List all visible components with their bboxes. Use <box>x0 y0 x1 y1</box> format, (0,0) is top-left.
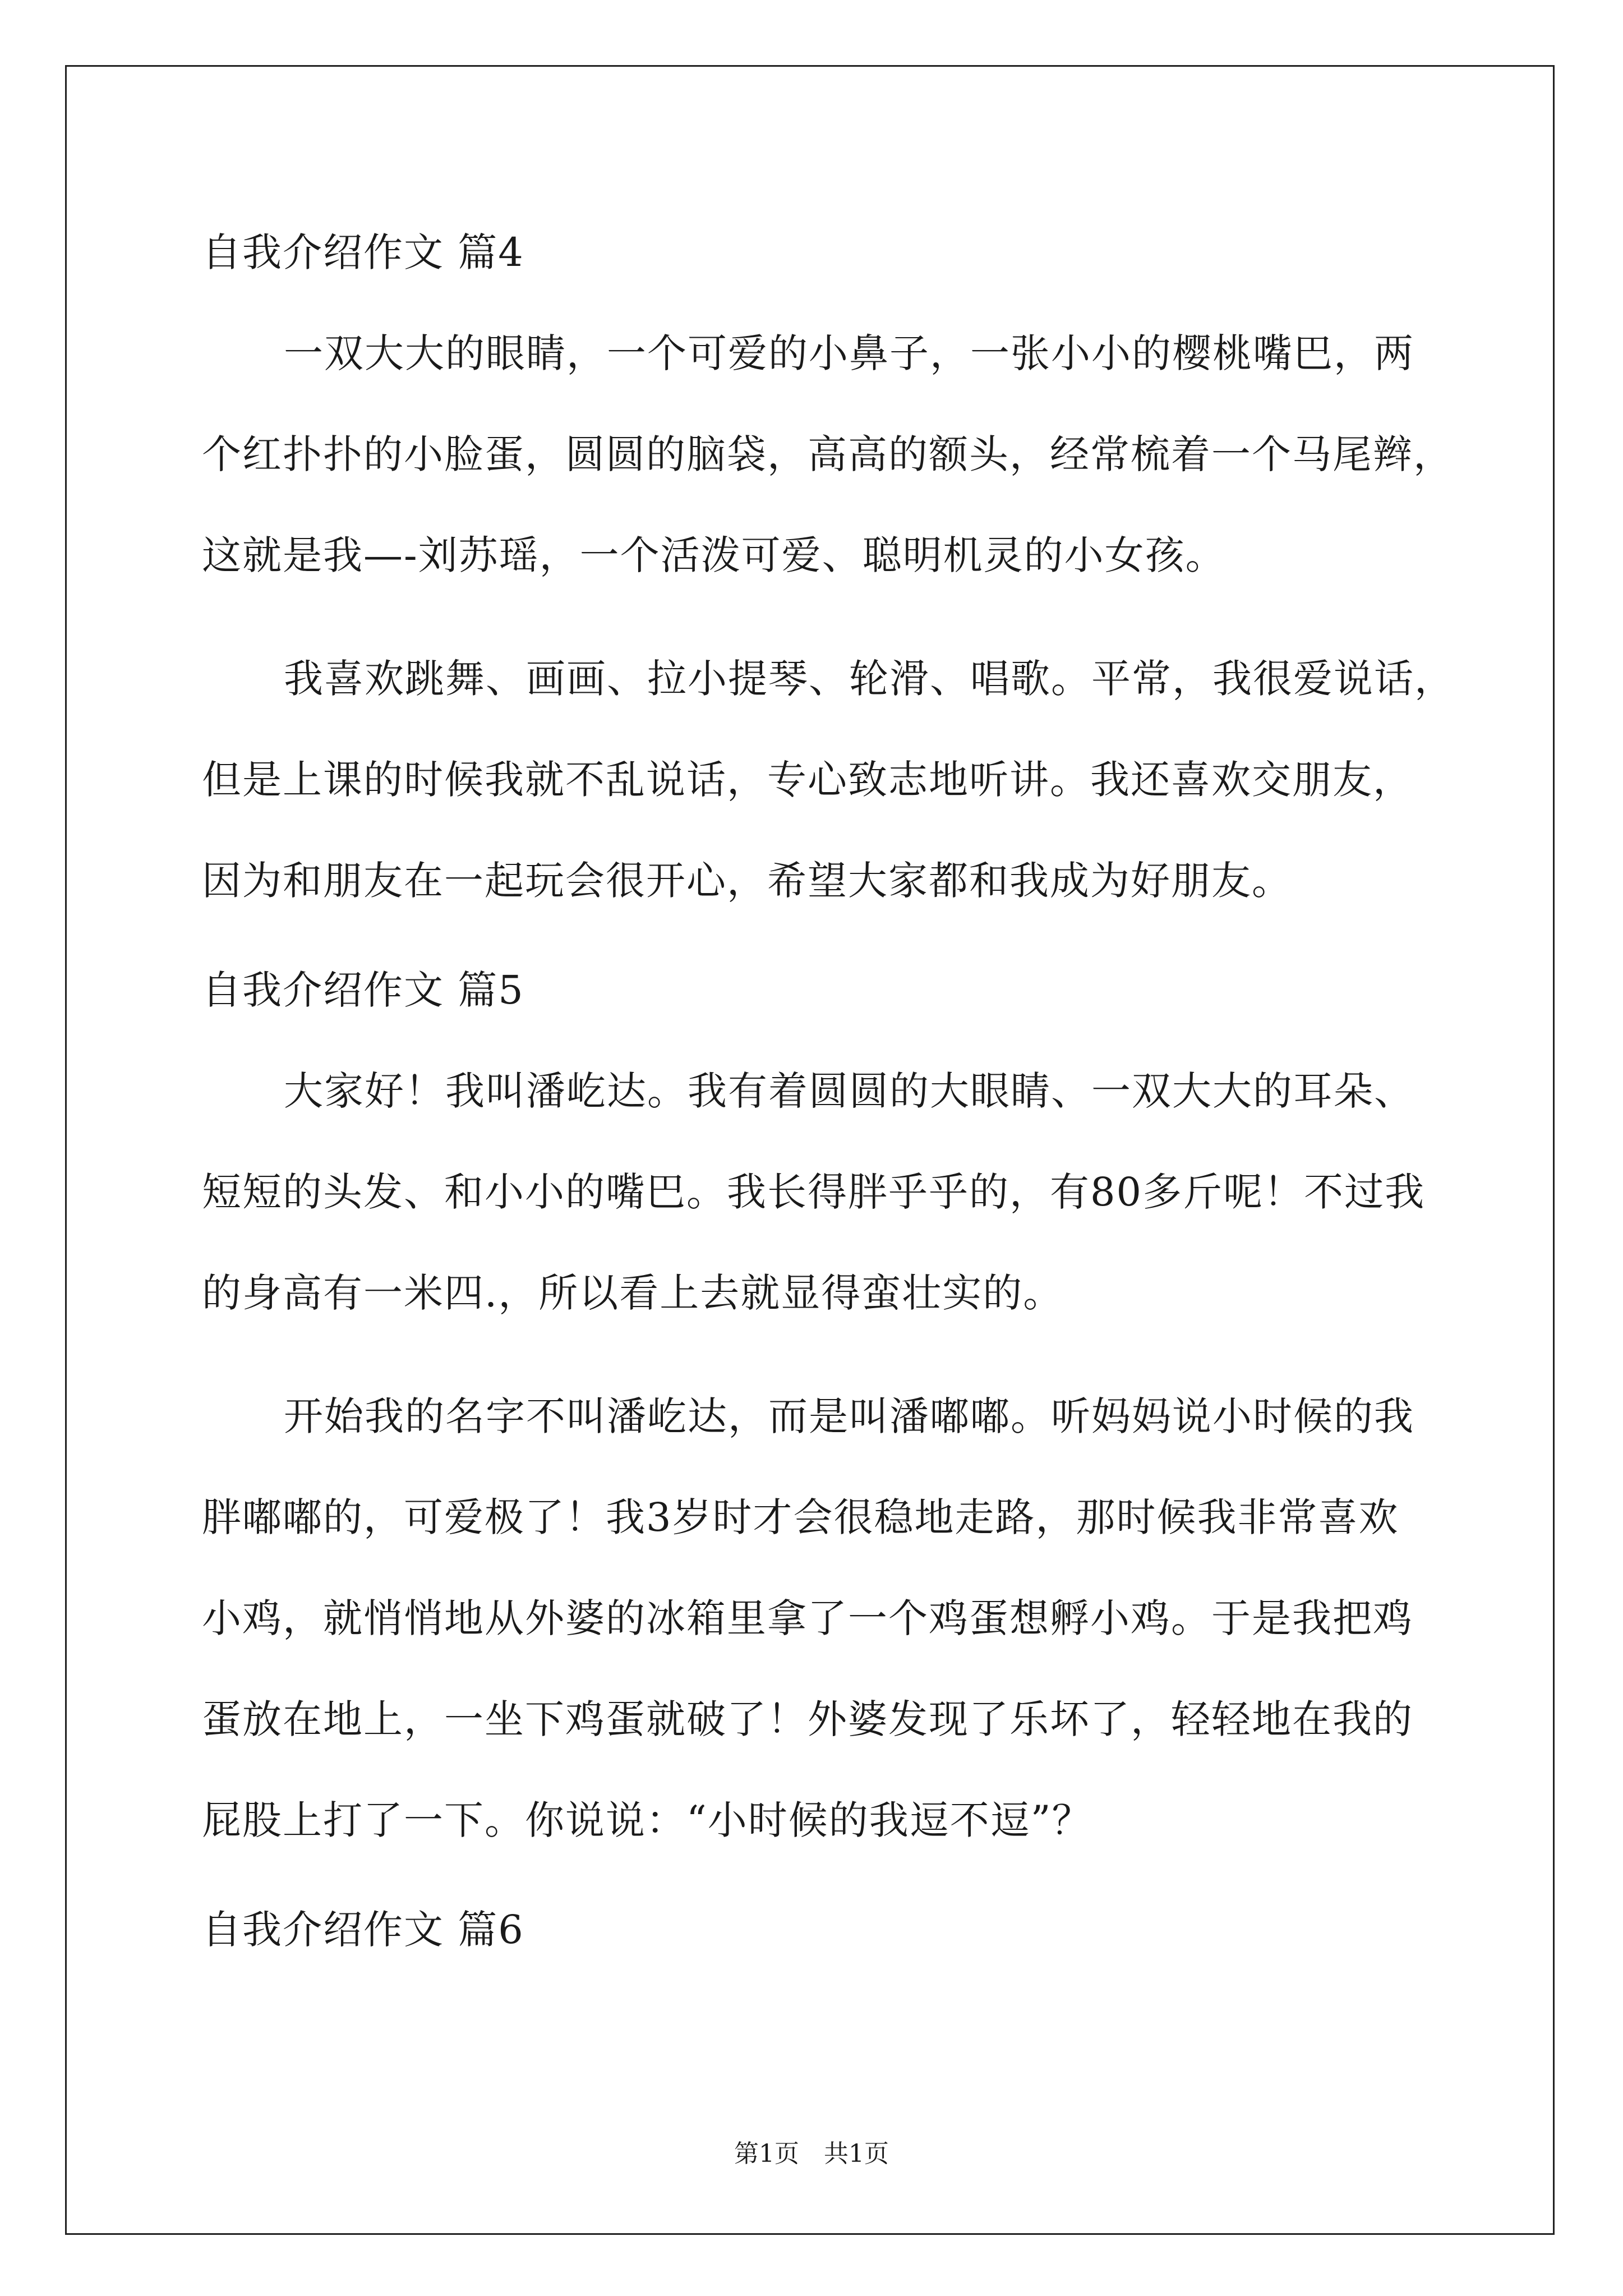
paragraph-line: 蛋放在地上，一坐下鸡蛋就破了！外婆发现了乐坏了，轻轻地在我的 <box>202 1696 1413 1742</box>
paragraph-line: 因为和朋友在一起玩会很开心，希望大家都和我成为好朋友。 <box>202 858 1292 904</box>
section-heading: 自我介绍作文 篇4 <box>202 229 524 275</box>
section-heading: 自我介绍作文 篇5 <box>202 967 524 1013</box>
paragraph-line: 短短的头发、和小小的嘴巴。我长得胖乎乎的，有80多斤呢！不过我 <box>202 1169 1426 1215</box>
paragraph-line: 一双大大的眼睛，一个可爱的小鼻子，一张小小的樱桃嘴巴，两 <box>284 330 1414 376</box>
paragraph-line: 屁股上打了一下。你说说：“小时候的我逗不逗”？ <box>202 1797 1092 1843</box>
paragraph-line: 的身高有一米四.，所以看上去就显得蛮壮实的。 <box>202 1270 1064 1316</box>
paragraph-line: 这就是我—-刘苏瑶，一个活泼可爱、聪明机灵的小女孩。 <box>202 532 1226 578</box>
paragraph-line: 个红扑扑的小脸蛋，圆圆的脑袋，高高的额头，经常梳着一个马尾辫， <box>202 431 1454 477</box>
section-heading: 自我介绍作文 篇6 <box>202 1907 524 1953</box>
page-footer: 第1页 共1页 <box>734 2139 889 2168</box>
paragraph-line: 我喜欢跳舞、画画、拉小提琴、轮滑、唱歌。平常，我很爱说话， <box>284 656 1455 702</box>
paragraph-line: 胖嘟嘟的，可爱极了！我3岁时才会很稳地走路，那时候我非常喜欢 <box>202 1494 1399 1540</box>
paragraph-line: 但是上课的时候我就不乱说话，专心致志地听讲。我还喜欢交朋友， <box>202 757 1413 803</box>
paragraph-line: 开始我的名字不叫潘屹达，而是叫潘嘟嘟。听妈妈说小时候的我 <box>284 1393 1414 1439</box>
paragraph-line: 小鸡，就悄悄地从外婆的冰箱里拿了一个鸡蛋想孵小鸡。于是我把鸡 <box>202 1595 1413 1641</box>
paragraph-line: 大家好！我叫潘屹达。我有着圆圆的大眼睛、一双大大的耳朵、 <box>284 1068 1414 1114</box>
